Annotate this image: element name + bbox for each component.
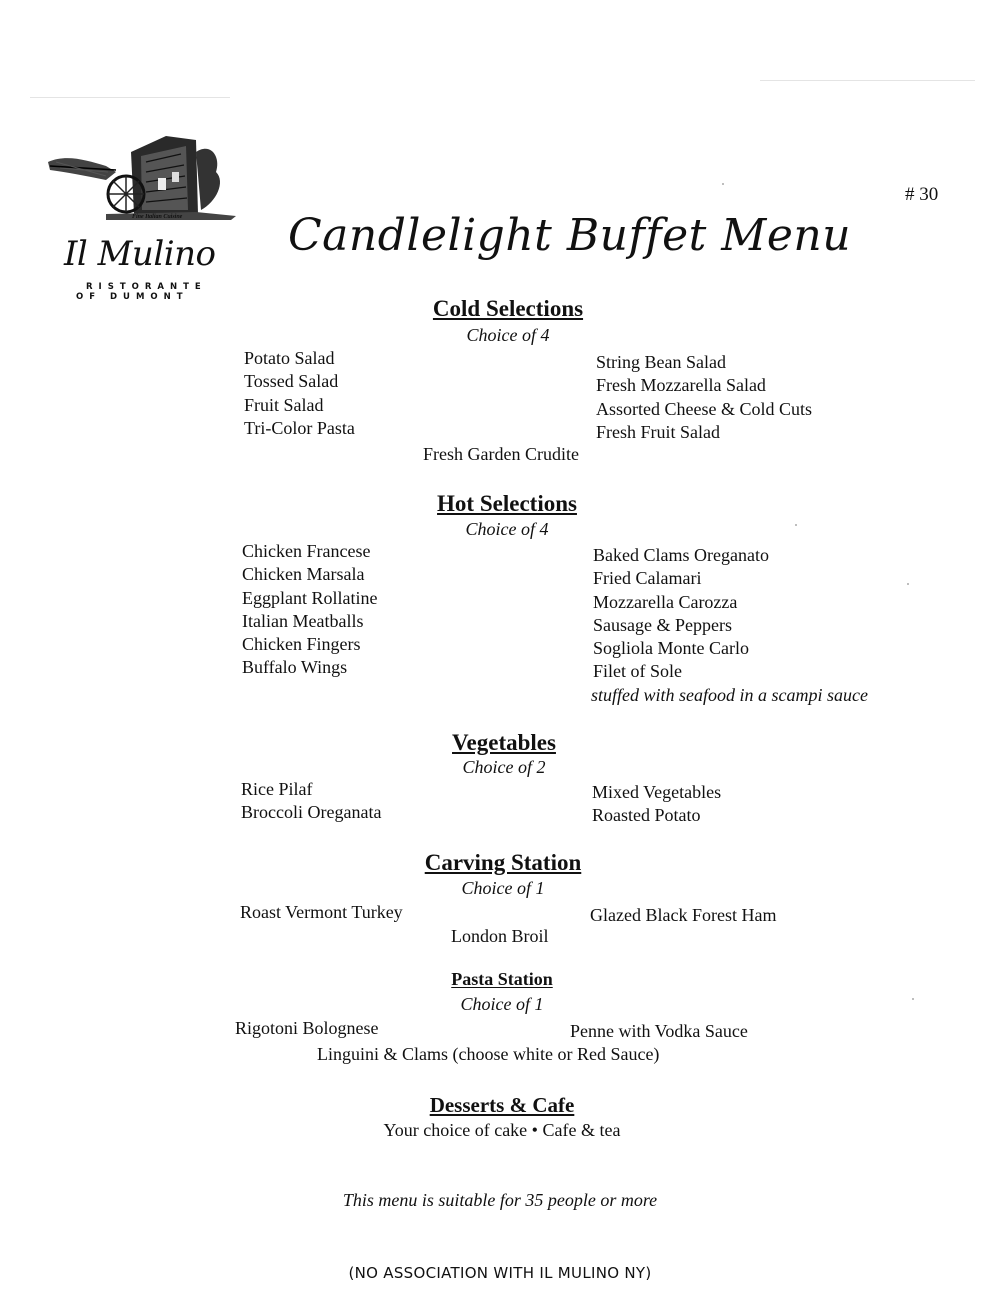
list-item: Buffalo Wings [242,657,348,678]
scan-dot [912,998,914,1000]
carving-right-item: Glazed Black Forest Ham [590,905,777,925]
list-item: Potato Salad [244,348,335,368]
list-item: Roasted Potato [592,805,701,826]
cold-left-list [244,347,355,440]
disclaimer: (NO ASSOCIATION WITH IL MULINO NY) [348,1264,652,1282]
desserts-line: Your choice of cake • Cafe & tea [383,1120,621,1140]
carving-center-item: London Broil [451,926,549,946]
hot-right-list [593,544,769,684]
scan-artifact [760,80,975,81]
logo-brand: Il Mulino [64,234,216,274]
menu-title: Candlelight Buffet Menu [288,210,852,261]
hot-left-list [242,540,377,680]
carving-heading: Carving Station [424,850,582,875]
logo-line1: RISTORANTE [86,282,207,292]
list-item: Baked Clams Oreganato [593,545,769,565]
list-item: String Bean Salad [596,352,726,372]
logo-tagline: Fine Italian Cuisine [132,214,183,220]
scan-dot [795,524,797,526]
list-item: Filet of Sole [593,661,682,682]
desserts-heading: Desserts & Cafe [429,1093,575,1117]
pasta-center-item: Linguini & Clams (choose white or Red Sauce) [317,1044,660,1064]
hot-heading: Hot Selections [437,491,577,516]
list-item: Sogliola Monte Carlo [593,638,749,659]
list-item: Broccoli Oreganata [241,802,382,823]
list-item: Assorted Cheese & Cold Cuts [596,398,812,419]
list-item: Chicken Marsala [242,564,365,585]
pasta-left-item: Rigotoni Bolognese [235,1018,379,1038]
list-item: Mixed Vegetables [592,782,722,802]
page-number: # 30 [905,184,939,205]
pasta-right-item: Penne with Vodka Sauce [570,1021,748,1041]
logo-line2: OF DUMONT [76,292,189,302]
hot-note: stuffed with seafood in a scampi sauce [591,685,868,705]
restaurant-logo [46,132,238,304]
list-item: Sausage & Peppers [593,614,732,635]
menu-suitability-note: This menu is suitable for 35 people or more [342,1190,658,1210]
cold-center-item: Fresh Garden Crudite [423,444,579,464]
hot-choice: Choice of 4 [465,519,549,539]
cold-choice: Choice of 4 [466,325,550,345]
list-item: Italian Meatballs [242,610,364,631]
pasta-choice: Choice of 1 [460,994,544,1014]
list-item: Rice Pilaf [241,779,313,799]
cold-heading: Cold Selections [432,296,584,321]
scan-dot [907,583,909,585]
list-item: Mozzarella Carozza [593,591,738,612]
list-item: Chicken Fingers [242,634,361,655]
cold-right-list [596,351,812,444]
vegetables-choice: Choice of 2 [462,757,546,777]
vegetables-heading: Vegetables [452,730,556,755]
pasta-heading: Pasta Station [451,969,553,989]
list-item: Fried Calamari [593,568,702,589]
list-item: Fresh Fruit Salad [596,421,720,442]
list-item: Eggplant Rollatine [242,587,378,608]
vegetables-right-list [592,781,721,828]
carving-choice: Choice of 1 [461,878,545,898]
carving-left-item: Roast Vermont Turkey [240,902,403,922]
list-item: Fresh Mozzarella Salad [596,375,766,396]
list-item: Tossed Salad [244,371,339,392]
list-item: Chicken Francese [242,541,371,561]
scan-artifact [30,97,230,98]
mill-building-icon [46,132,238,222]
list-item: Fruit Salad [244,394,324,415]
scan-dot [722,183,724,185]
list-item: Tri-Color Pasta [244,417,355,438]
vegetables-left-list [241,778,381,825]
